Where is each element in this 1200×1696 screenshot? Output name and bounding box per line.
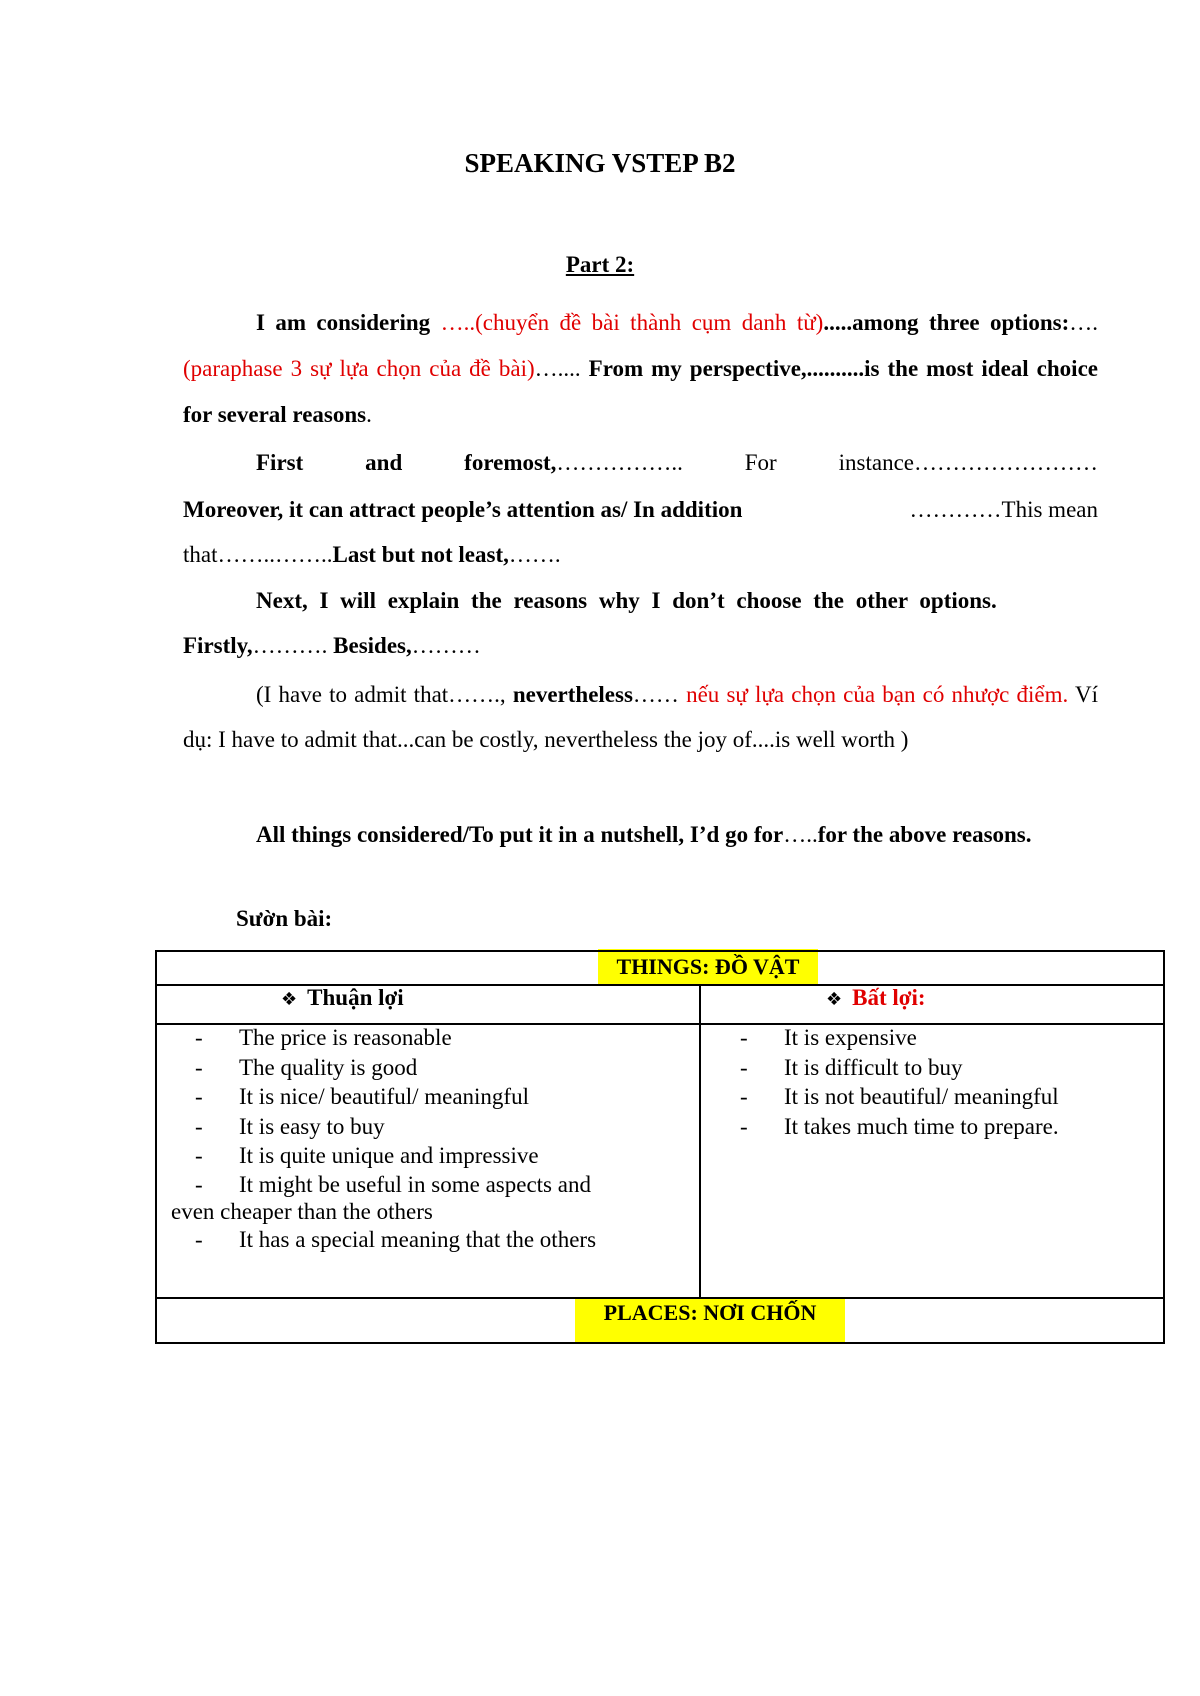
intro-text-4: …. [1069, 310, 1099, 335]
body1-and: and [365, 450, 403, 475]
list-item: - It might be useful in some aspects and even cheaper than the others [171, 1171, 591, 1224]
body1-line-1 [256, 450, 1098, 476]
list-item: - The price is reasonable [195, 1025, 452, 1050]
concession-example: Ví dụ: I have to admit that...can be costly, nevertheless the joy of....is well worth ) [183, 682, 1099, 752]
body1-that: that……..…….. [183, 542, 333, 567]
intro-text-5: (paraphase 3 sự lựa chọn của đề bài) [183, 356, 535, 381]
body1-for: For [744, 450, 777, 475]
cons-header [826, 985, 926, 1011]
body1-this-mean: …………This mean [909, 497, 1098, 522]
body1-instance: instance…………………… [838, 450, 1098, 475]
list-item: - It is not beautiful/ meaningful [740, 1084, 1059, 1109]
intro-text-6: ….... [534, 356, 589, 381]
list-item: - It is expensive [740, 1025, 917, 1050]
list-item: - It takes much time to prepare. [740, 1113, 1059, 1139]
body2-dots-2: ……… [411, 633, 481, 658]
pros-list [155, 1023, 695, 1254]
body1-foremost: foremost,…………….. [464, 450, 683, 475]
intro-text-1: I am considering [256, 310, 441, 335]
list-item: - It is nice/ beautiful/ meaningful [195, 1084, 529, 1109]
body1-line-2 [183, 497, 1098, 523]
table-border-bottom [155, 1342, 1165, 1344]
concession-nevertheless: nevertheless [512, 682, 633, 707]
conclusion-paragraph [183, 812, 1098, 857]
diamond-bullet-icon: ❖ [826, 989, 843, 1010]
intro-text-3: .....among three options: [823, 310, 1070, 335]
section-places-header: PLACES: NƠI CHỐN [575, 1298, 845, 1342]
list-item: - It has a special meaning that the others [195, 1226, 597, 1252]
intro-text-7: From my perspective,..........is the most ideal choice for several reasons [183, 356, 1098, 427]
concession-weakness-note: nếu sự lựa chọn của bạn có nhược điểm. [686, 682, 1069, 707]
body2-dots-1: ………. [252, 633, 334, 658]
table-border-top [155, 950, 1165, 952]
body2-besides: Besides, [333, 633, 412, 658]
body1-moreover: Moreover, it can attract people’s attention as/ In addition [183, 497, 743, 522]
body2-firstly: Firstly, [183, 633, 253, 658]
intro-text-2: …..(chuyển đề bài thành cụm danh từ) [440, 310, 824, 335]
body2-text: Next, I will explain the reasons why I don’t choose the other options. [256, 588, 997, 613]
conclusion-a: All things considered/To put it in a nutshell, I’d go for [256, 822, 784, 847]
list-item: - It is quite unique and impressive [195, 1143, 539, 1168]
concession-a: (I have to admit that……., [256, 682, 513, 707]
document-title: SPEAKING VSTEP B2 [464, 148, 736, 178]
diamond-bullet-icon: ❖ [281, 989, 298, 1010]
list-item: - It is difficult to buy [740, 1054, 963, 1080]
part-heading: Part 2: [565, 252, 635, 277]
table-border-right [1163, 950, 1165, 1344]
body2-line-1 [256, 588, 1098, 614]
conclusion-c: for the above reasons. [817, 822, 1032, 847]
concession-paragraph [183, 672, 1098, 762]
cons-list [700, 1023, 1160, 1141]
concession-c: …… [632, 682, 687, 707]
section-things-header: THINGS: ĐỒ VẬT [598, 949, 818, 985]
body1-first: First [256, 450, 304, 475]
body1-dots: ……. [508, 542, 561, 567]
intro-paragraph [183, 300, 1098, 438]
conclusion-dots: ….. [783, 822, 818, 847]
intro-text-8: . [366, 402, 372, 427]
pros-header [281, 985, 404, 1011]
list-item: - It is easy to buy [195, 1113, 385, 1139]
table-border-row3 [155, 1297, 1165, 1299]
body1-line-3 [183, 542, 561, 568]
cons-header-label: Bất lợi: [852, 985, 926, 1010]
list-item: - The quality is good [195, 1054, 418, 1080]
outline-label: Sườn bài: [236, 906, 333, 931]
body1-last-but-not-least: Last but not least, [332, 542, 509, 567]
pros-header-label: Thuận lợi [307, 985, 404, 1010]
body2-line-2 [183, 633, 481, 659]
